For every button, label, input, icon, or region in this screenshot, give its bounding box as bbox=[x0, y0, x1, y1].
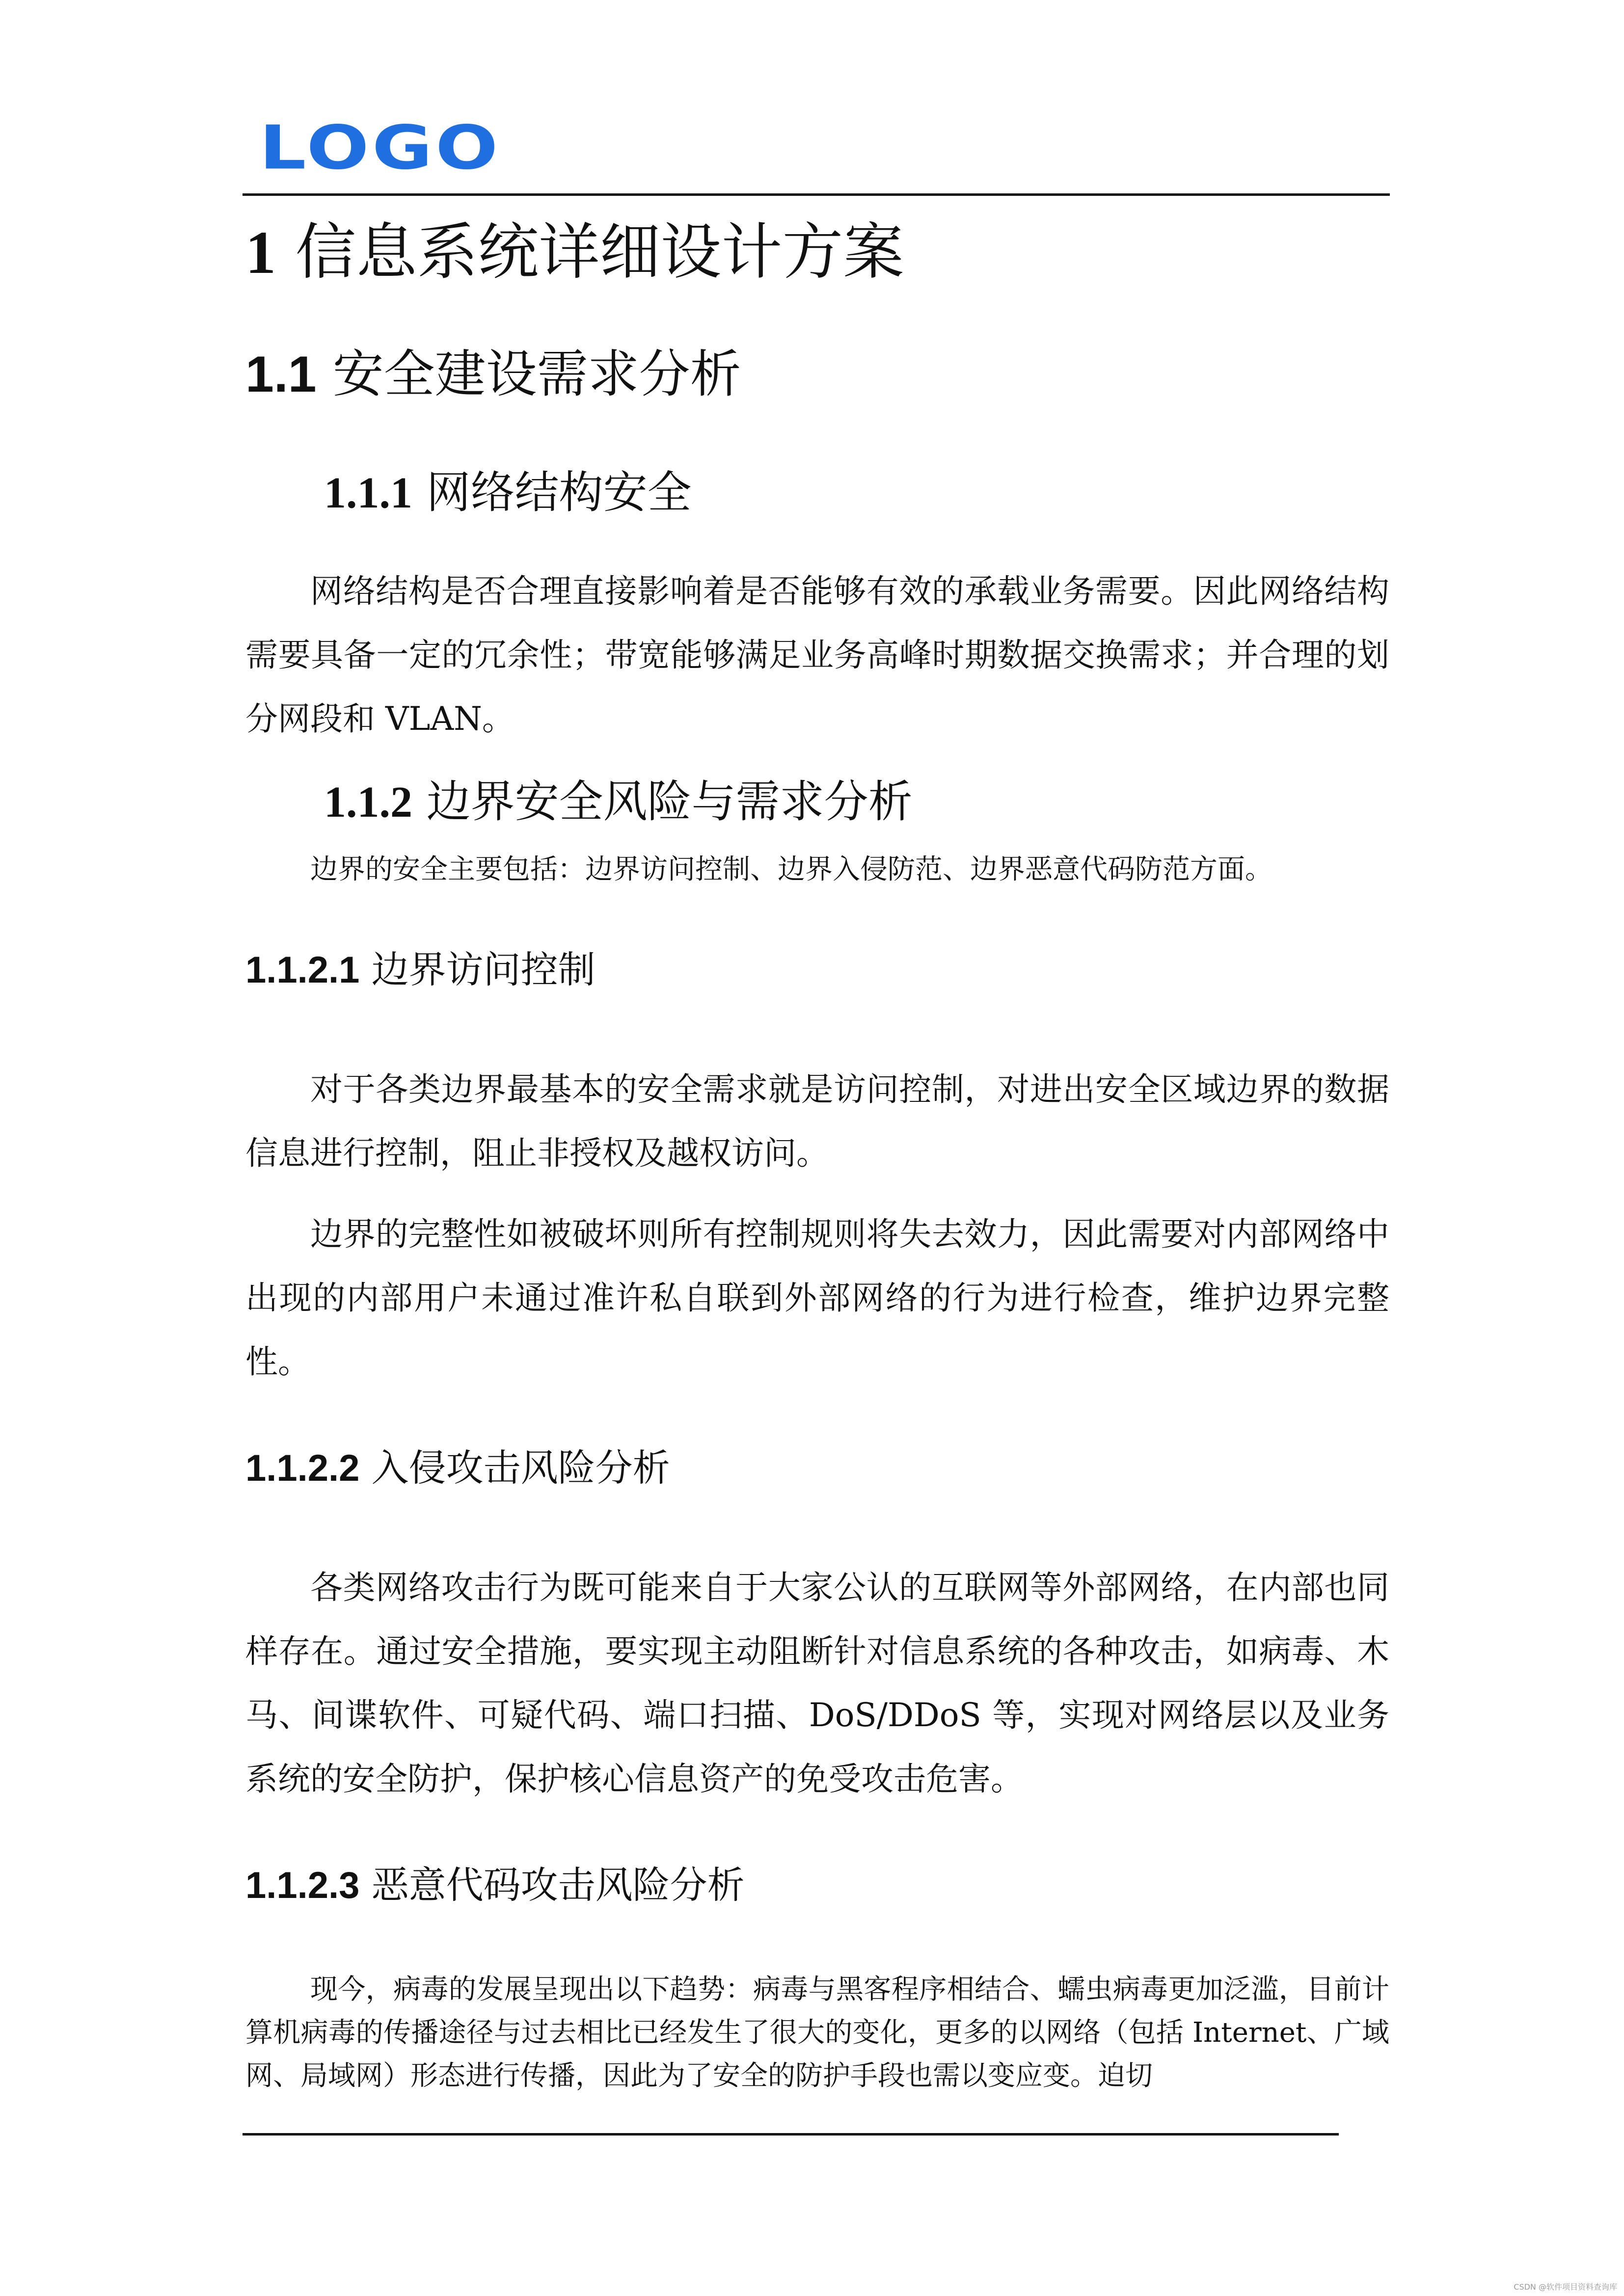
heading-1-1 bbox=[245, 344, 741, 405]
heading-1-1-2-2 bbox=[245, 1445, 670, 1491]
watermark: CSDN @软件项目资料查询库 bbox=[1514, 2282, 1617, 2292]
logo: LOGO bbox=[259, 113, 501, 183]
heading-title: 入侵攻击风险分析 bbox=[359, 1446, 670, 1490]
heading-number: 1.1 bbox=[245, 346, 317, 403]
paragraph: 网络结构是否合理直接影响着是否能够有效的承载业务需要。因此网络结构需要具备一定的冗余性；带宽能够满足业务高峰时期数据交换需求；并合理的划分网段和 VLAN。 bbox=[245, 572, 1389, 738]
heading-1-1-2-3 bbox=[245, 1863, 745, 1908]
paragraph: 边界的安全主要包括：边界访问控制、边界入侵防范、边界恶意代码防范方面。 bbox=[310, 854, 1272, 885]
heading-number: 1.1.1 bbox=[324, 469, 412, 517]
paragraph: 对于各类边界最基本的安全需求就是访问控制，对进出安全区域边界的数据信息进行控制，阻止非授权及越权访问。 bbox=[245, 1070, 1389, 1172]
header-rule bbox=[243, 193, 1390, 196]
paragraph: 边界的完整性如被破坏则所有控制规则将失去效力，因此需要对内部网络中出现的内部用户未通过准许私自联到外部网络的行为进行检查，维护边界完整性。 bbox=[245, 1215, 1389, 1381]
heading-number: 1.1.2.1 bbox=[245, 949, 360, 991]
heading-number: 1.1.2.2 bbox=[245, 1447, 360, 1489]
heading-number: 1.1.2.3 bbox=[245, 1865, 360, 1906]
heading-title: 网络结构安全 bbox=[412, 467, 692, 518]
heading-title: 安全建设需求分析 bbox=[316, 344, 741, 404]
heading-title: 边界安全风险与需求分析 bbox=[412, 776, 913, 828]
heading-1-1-2-1 bbox=[245, 947, 595, 992]
heading-number: 1.1.2 bbox=[324, 778, 412, 827]
footer-rule bbox=[243, 2133, 1339, 2136]
heading-title: 边界访问控制 bbox=[359, 948, 595, 991]
heading-title: 恶意代码攻击风险分析 bbox=[359, 1863, 745, 1907]
heading-1-1-2 bbox=[324, 775, 913, 829]
heading-1 bbox=[245, 216, 904, 290]
paragraph: 各类网络攻击行为既可能来自于大家公认的互联网等外部网络，在内部也同样存在。通过安全措施，要实现主动阻断针对信息系统的各种攻击，如病毒、木马、间谍软件、可疑代码、端口扫描、DoS/DDoS 等，实现对网络层以及业务系统的安全防护，保护核心信息资产的免受攻击危害。 bbox=[245, 1569, 1389, 1798]
heading-1-1-1 bbox=[324, 466, 692, 520]
paragraph: 现今，病毒的发展呈现出以下趋势：病毒与黑客程序相结合、蠕虫病毒更加泛滥，目前计算机病毒的传播途径与过去相比已经发生了很大的变化，更多的以网络（包括 Internet、广域网、局域网）形态进行传播，因此为了安全的防护手段也需以变应变。迫切 bbox=[245, 1974, 1389, 2092]
heading-number: 1 bbox=[245, 219, 276, 286]
heading-title: 信息系统详细设计方案 bbox=[276, 217, 904, 288]
